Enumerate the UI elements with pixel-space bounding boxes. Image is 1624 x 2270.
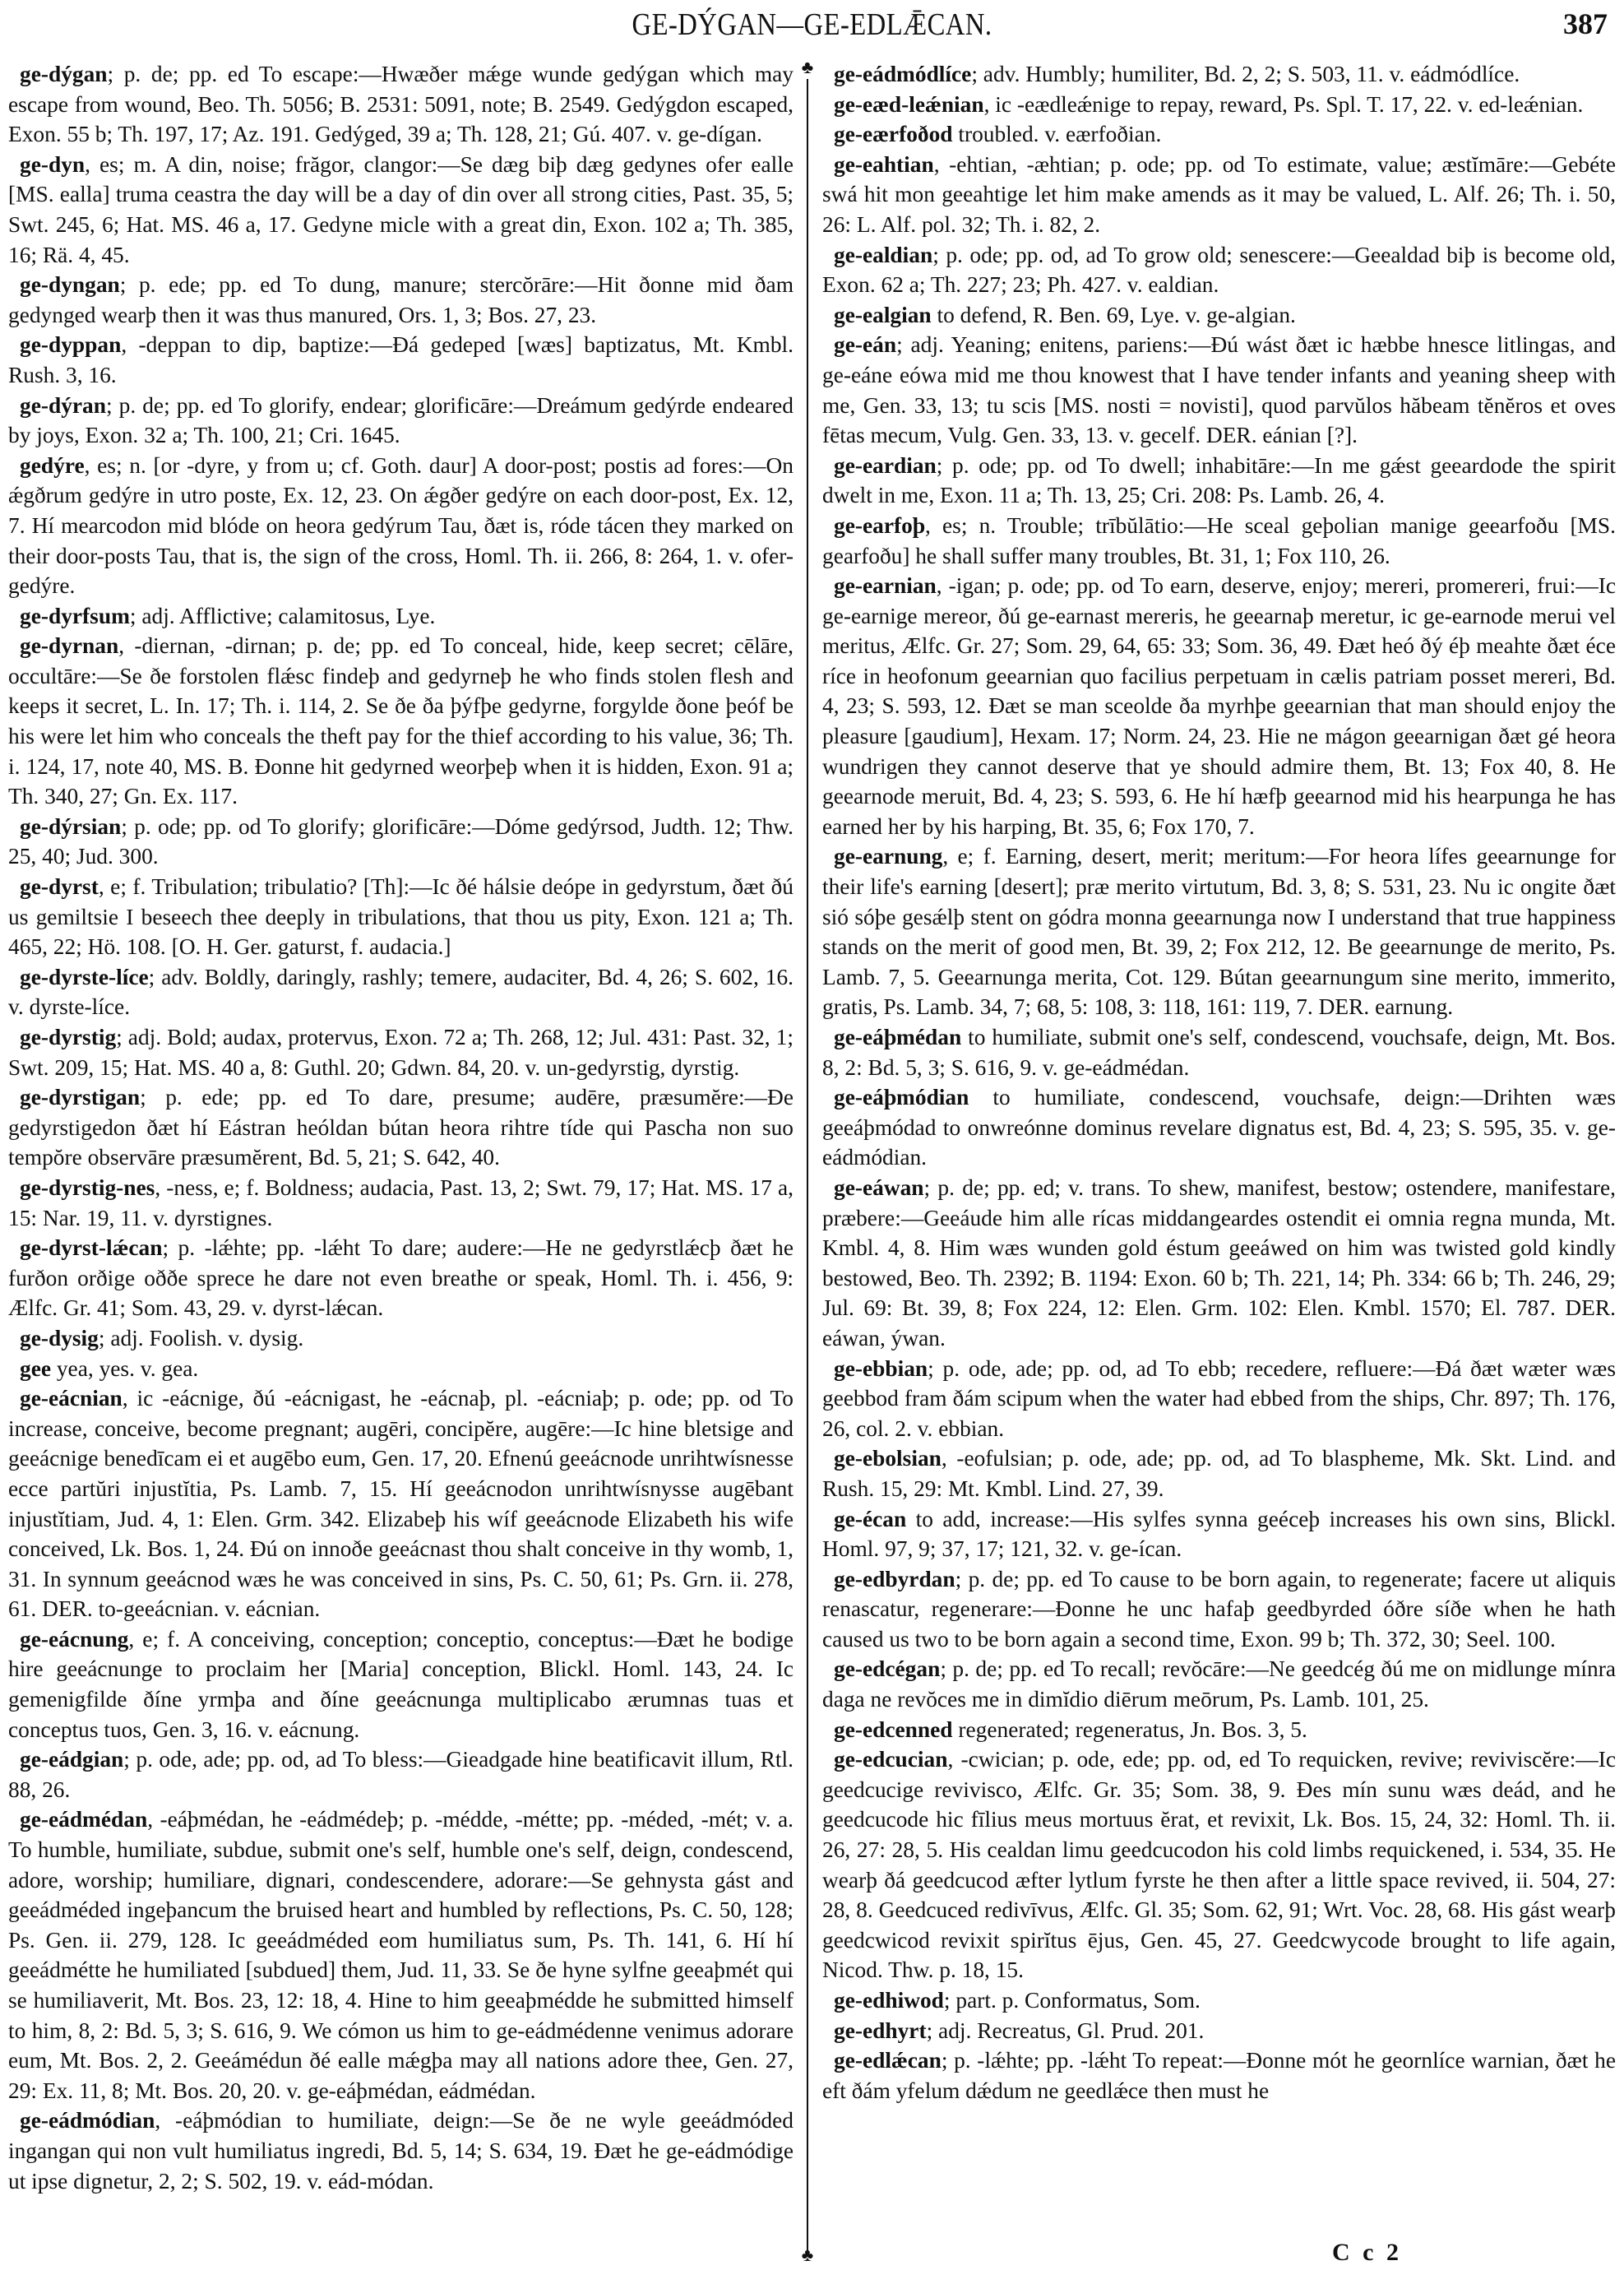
dictionary-entry bbox=[822, 451, 1616, 511]
entry-headword: gedýre bbox=[20, 452, 85, 478]
entry-definition: ; p. ede; pp. ed To dare, presume; audēre, præsumĕre:—Ðe gedyrstigedon ðæt hí Eástran heóldan bútan heora rihtre tíde qui Pascha non suo tempŏre observāre præsumĕrent, Bd. 5, 21; S. 642, 40. bbox=[8, 1085, 793, 1170]
entry-definition: ; p. ode; pp. od, ad To grow old; senescere:—Geealdad biþ is become old, Exon. 62 a; Th. 227; 23; Ph. 427. v. ealdian. bbox=[822, 242, 1616, 298]
entry-definition: , -igan; p. ode; pp. od To earn, deserve, enjoy; mereri, promereri, frui:—Ic ge-earnige mereor, ðú ge-earnast mereris, he geearnaþ meretur, ic ge-earnode merui vel meritus, Ælfc. Gr. 27; Som. 29, 64, 65: 33; Som. 36, 49. Ðæt heó ðý éþ meahte ðæt éce ríce in heofonum geearnian quo facilius perpetuam in cælis patriam posset mereri, Bd. 4, 23; S. 593, 12. Ðæt se man sceolde ða myrhþe geearnian that man should enjoy the pleasure [gaudium], Hexam. 17; Norm. 24, 23. Hie ne mágon geearnigan ðæt gé heora wundrigen they cannot deserve that ye should admire them, Bt. 13; Fox 40, 8. He geearnode meruit, Bd. 4, 23; S. 593, 6. He hí hæfþ geearnod mid his hearpunga he has earned her by his harping, Bt. 35, 6; Fox 170, 7. bbox=[822, 573, 1616, 839]
entry-headword: ge-edbyrdan bbox=[834, 1566, 955, 1591]
dictionary-entry bbox=[8, 1804, 793, 2106]
entry-headword: ge-ealdian bbox=[834, 242, 933, 267]
entry-headword: ge-earnian bbox=[834, 573, 937, 599]
entry-definition: , e; f. Earning, desert, merit; meritum:—For heora lífes geearnunge for their life's earning [desert]; præ merito virtutum, Bd. 3, 8; S. 531, 23. Nu ic ongite ðæt sió sóþe gesǽlþ stent on gódra monna geearnunga now I understand that true happiness stands on the merit of good men, Bt. 39, 2; Fox 212, 12. Be geearnunge de merito, Ps. Lamb. 7, 5. Geearnunga merita, Cot. 129. Bútan geearnungum sine merito, immerito, gratis, Ps. Lamb. 34, 7; 68, 5: 108, 3: 118, 161: 119, 7. DER. earnung. bbox=[822, 844, 1616, 1020]
entry-definition: ; p. de; pp. ed To escape:—Hwæðer mǽge wunde gedýgan which may escape from wound, Beo. Th. 5056; B. 2531: 5091, note; B. 2549. Gedýgdon escaped, Exon. 55 b; Th. 197, 17; Az. 191. Gedýged, 39 a; Th. 128, 21; Gú. 407. v. ge-dígan. bbox=[8, 62, 793, 147]
ornament-bottom-icon: ♣ bbox=[801, 2245, 814, 2265]
entry-headword: ge-dýgan bbox=[20, 62, 108, 86]
entry-definition: ; adj. Foolish. v. dysig. bbox=[98, 1325, 304, 1350]
entry-definition: ; p. ode, ade; pp. od, ad To bless:—Gieadgade hine beatificavit illum, Rtl. 88, 26. bbox=[8, 1747, 793, 1802]
entry-headword: ge-eardian bbox=[834, 452, 937, 478]
entry-definition: to humiliate, submit one's self, condescend, vouchsafe, deign, Mt. Bos. 8, 2: Bd. 5, 3; S. 616, 9. v. ge-eádmédan. bbox=[822, 1025, 1616, 1080]
entry-headword: ge-eácnung bbox=[20, 1626, 129, 1652]
dictionary-entry bbox=[8, 59, 793, 150]
entry-headword: ge-eádmódian bbox=[20, 2108, 155, 2133]
dictionary-entry bbox=[822, 1504, 1616, 1564]
entry-headword: ge-earnung bbox=[834, 844, 943, 869]
entry-definition: , -ness, e; f. Boldness; audacia, Past. 13, 2; Swt. 79, 17; Hat. MS. 17 a, 15: Nar. 19, 11. v. dyrstignes. bbox=[8, 1174, 793, 1230]
dictionary-entry bbox=[8, 391, 793, 451]
dictionary-entry bbox=[822, 1985, 1616, 2016]
entry-definition: ; adv. Humbly; humiliter, Bd. 2, 2; S. 503, 11. v. eádmódlíce. bbox=[971, 62, 1520, 86]
entry-definition: ; adv. Boldly, daringly, rashly; temere, audaciter, Bd. 4, 26; S. 602, 16. v. dyrste-líce. bbox=[8, 964, 793, 1020]
dictionary-entry bbox=[8, 1354, 793, 1384]
dictionary-entry bbox=[8, 601, 793, 632]
entry-definition: ; p. de; pp. ed; v. trans. To shew, manifest, bestow; ostendere, manifestare, præbere:—Geeáude him alle rícas middangeardes ostendit ei omnia regna munda, Mt. Kmbl. 4, 8. Him wæs wunden gold éstum geeáwed on him was twisted gold kindly bestowed, Beo. Th. 2392; B. 1194: Exon. 60 b; Th. 221, 14; Ph. 334: 66 b; Th. 246, 29; Jul. 69: Bt. 39, 8; Fox 224, 12: Elen. Grm. 102: Elen. Kmbl. 1570; El. 787. DER. eáwan, ýwan. bbox=[822, 1174, 1616, 1350]
entry-headword: ge-dyppan bbox=[20, 332, 122, 358]
entry-headword: ge-eahtian bbox=[834, 151, 934, 177]
entry-headword: ge-dyrfsum bbox=[20, 603, 130, 628]
dictionary-entry bbox=[822, 1022, 1616, 1082]
entry-headword: ge-eáþmódian bbox=[834, 1085, 969, 1110]
entry-headword: ge-edcenned bbox=[834, 1716, 953, 1742]
dictionary-entry bbox=[8, 330, 793, 390]
entry-headword: ge-dyrst-lǽcan bbox=[20, 1235, 163, 1261]
running-head: GE-DÝGAN—GE-EDLǢCAN. bbox=[632, 7, 992, 42]
dictionary-entry bbox=[822, 150, 1616, 240]
entry-definition: ; adj. Yeaning; enitens, pariens:—Ðú wást ðæt ic hæbbe hnesce litlingas, and ge-eáne eówa mid me thou knowest that I have tender infants and yeaning sheep with me, Gen. 33, 13; tu scis [MS. nosti = novisti], quod parvŭlos hăbeam tĕnĕros et oves fētas mecum, Vulg. Gen. 33, 13. v. gecelf. DER. eánian [?]. bbox=[822, 332, 1616, 448]
dictionary-entry bbox=[822, 841, 1616, 1022]
entry-headword: gee bbox=[20, 1355, 52, 1381]
dictionary-entry bbox=[8, 150, 793, 270]
entry-definition: , es; m. A din, noise; frăgor, clangor:—Se dæg biþ dæg gedynes ofer ealle [MS. ealla] truma ceastra the day will be a day of din over all strong cities, Past. 35, 5; Swt. 245, 6; Hat. MS. 46 a, 17. Gedyne micle with a great din, Exon. 102 a; Th. 385, 16; Rä. 4, 45. bbox=[8, 151, 793, 267]
entry-headword: ge-dyrstigan bbox=[20, 1085, 141, 1110]
entry-definition: , ic -eædleǽnige to repay, reward, Ps. Spl. T. 17, 22. v. ed-leǽnian. bbox=[983, 91, 1584, 117]
entry-definition: , -eáþmódian to humiliate, deign:—Se ðe ne wyle geeádmóded ingangan qui non vult humiliatus ingredi, Bd. 5, 14; S. 634, 19. Ðæt he ge-eádmódige ut ipse dignetur, 2, 2; S. 502, 19. v. eád-módan. bbox=[8, 2108, 793, 2194]
entry-headword: ge-eæd-leǽnian bbox=[834, 91, 984, 117]
entry-definition: ; adj. Bold; audax, protervus, Exon. 72 a; Th. 268, 12; Jul. 431: Past. 32, 1; Swt. 209, 15; Hat. MS. 40 a, 8: Guthl. 20; Gdwn. 84, 20. v. un-gedyrstig, dyrstig. bbox=[8, 1025, 793, 1080]
dictionary-entry bbox=[822, 1715, 1616, 1745]
entry-definition: , es; n. [or -dyre, y from u; cf. Goth. daur] A door-post; postis ad fores:—On ǽgðrum gedýre in utro poste, Ex. 12, 23. On ǽgðer gedýre on each door-post, Ex. 12, 7. Hí mearcodon mid blóde on heora gedýrum Tau, ðæt is, róde tácen they marked on their door-posts Tau, that is, the sign of the cross, Homl. Th. ii. 266, 8: 264, 1. v. ofer-gedýre. bbox=[8, 452, 793, 599]
entry-definition: , e; f. Tribulation; tribulatio? [Th]:—Ic ðé hálsie deópe in gedyrstum, ðæt ðú us gemiltsie I beseech thee deeply in tribulations, that thou us pity, Exon. 121 a; Th. 465, 22; Hö. 108. [O. H. Ger. gaturst, f. audacia.] bbox=[8, 874, 793, 960]
dictionary-entry bbox=[822, 300, 1616, 331]
entry-headword: ge-edlǽcan bbox=[834, 2048, 942, 2073]
dictionary-entry bbox=[8, 1383, 793, 1624]
entry-definition: to humiliate, condescend, vouchsafe, deign:—Drihten wæs geeáþmódad to onwreónne dominus revelare dignatus est, Bd. 4, 23; S. 595, 35. v. ge-eádmódian. bbox=[822, 1085, 1616, 1170]
entry-definition: ; p. de; pp. ed To cause to be born again, to regenerate; facere ut aliquis renascatur, regenerare:—Ðonne he unc hafaþ geedbyrded óðre síðe when he hath caused us two to be born again a second time, Exon. 99 b; Th. 372, 30; Seel. 100. bbox=[822, 1566, 1616, 1652]
dictionary-entry bbox=[822, 59, 1616, 90]
dictionary-entry bbox=[8, 270, 793, 330]
entry-headword: ge-eádmédan bbox=[20, 1807, 148, 1832]
entry-headword: ge-dýrsian bbox=[20, 813, 122, 839]
entry-headword: ge-edhyrt bbox=[834, 2018, 927, 2043]
left-column bbox=[8, 59, 793, 2196]
dictionary-entry bbox=[822, 119, 1616, 150]
dictionary-entry bbox=[822, 330, 1616, 450]
dictionary-entry bbox=[8, 1082, 793, 1173]
entry-definition: to defend, R. Ben. 69, Lye. v. ge-algian. bbox=[931, 302, 1296, 327]
page-header bbox=[0, 0, 1624, 49]
column-divider bbox=[807, 79, 808, 2250]
dictionary-entry bbox=[8, 812, 793, 872]
entry-headword: ge-dyrste-líce bbox=[20, 964, 149, 989]
entry-headword: ge-earfoþ bbox=[834, 512, 926, 538]
dictionary-entry bbox=[822, 1564, 1616, 1655]
entry-headword: ge-ealgian bbox=[834, 302, 932, 327]
entry-definition: ; p. ode; pp. od To glorify; glorificāre:—Dóme gedýrsod, Judth. 12; Thw. 25, 40; Jud. 300. bbox=[8, 813, 793, 869]
entry-headword: ge-dyn bbox=[20, 151, 86, 177]
dictionary-entry bbox=[8, 1173, 793, 1233]
entry-headword: ge-edhiwod bbox=[834, 1988, 944, 2013]
entry-definition: ; p. de; pp. ed To glorify, endear; glorificāre:—Dreámum gedýrde endeared by joys, Exon. 32 a; Th. 100, 21; Cri. 1645. bbox=[8, 392, 793, 448]
entry-definition: ; part. p. Conformatus, Som. bbox=[943, 1988, 1201, 2013]
dictionary-entry bbox=[822, 571, 1616, 841]
entry-definition: , ic -eácnige, ðú -eácnigast, he -eácnaþ, pl. -eácniaþ; p. ode; pp. od To increase, conceive, become pregnant; augēri, concipĕre, augēre:—Ic hine bletsige and geeácnige benedīcam ei et augēbo eum, Gen. 17, 20. Efnenú geeácnode unrihtwísnesse ecce partŭri injustĭtia, Ps. Lamb. 7, 15. Hí geeácnodon unrihtwísnysse augēbant injustĭtiam, Jud. 4, 1: Elen. Grm. 342. Elizabeþ his wíf geeácnode Elizabeth his wife conceived, Lk. Bos. 1, 24. Ðú on innoðe geeácnast thou shalt conceive in thy womb, 1, 31. In synnum geeácnod wæs he was conceived in sins, Ps. C. 50, 61; Ps. Grn. ii. 278, 61. DER. to-geeácnian. v. eácnian. bbox=[8, 1386, 793, 1622]
entry-definition: ; p. -lǽhte; pp. -lǽht To repeat:—Ðonne mót he geornlíce warnian, ðæt he eft ðám yfelum dǽdum ne geedlǽce then must he bbox=[822, 2048, 1616, 2103]
entry-headword: ge-eán bbox=[834, 332, 897, 358]
entry-headword: ge-dyrstig-nes bbox=[20, 1174, 155, 1200]
entry-headword: ge-dysig bbox=[20, 1325, 99, 1350]
entry-definition: , -eofulsian; p. ode, ade; pp. od, ad To blaspheme, Mk. Skt. Lind. and Rush. 15, 29: Mt. Kmbl. Lind. 27, 39. bbox=[822, 1446, 1616, 1501]
entry-definition: ; p. ede; pp. ed To dung, manure; stercŏrāre:—Hit ðonne mid ðam gedynged wearþ then it was thus manured, Ors. 1, 3; Bos. 27, 23. bbox=[8, 272, 793, 327]
entry-definition: regenerated; regeneratus, Jn. Bos. 3, 5. bbox=[952, 1716, 1307, 1742]
entry-definition: troubled. v. eærfoðian. bbox=[952, 122, 1162, 147]
entry-headword: ge-ebbian bbox=[834, 1355, 928, 1381]
dictionary-entry bbox=[822, 1744, 1616, 1985]
entry-definition: , -eáþmédan, he -eádmédeþ; p. -médde, -métte; pp. -méded, -mét; v. a. To humble, humiliate, subdue, submit one's self, humble one's self, deign, condescend, adore, worship; humiliare, dignari, condescendere, adorare:—Se gehnysta gást and geeádméded ingeþancum the bruised heart and humbled by reflections, Ps. C. 50, 128; Ps. Gen. ii. 279, 128. Ic geeádméded eom humiliatus sum, Ps. Th. 141, 6. Hí hí geeádmétte he humiliated [subdued] them, Jud. 11, 33. Se ðe hyne sylfne geeaþmét qui se humiliaverit, Mt. Bos. 23, 12: 18, 4. Hine to him geeaþmédde he submitted himself to him, 8, 2: Bd. 5, 3; S. 616, 9. We cómon us him to ge-eádmédenne venimus adorare eum, Mt. Bos. 2, 2. Geeámédun ðé ealle mǽgþa may all nations adore thee, Gen. 27, 29: Ex. 11, 8; Mt. Bos. 20, 20. v. ge-eáþmédan, eádmédan. bbox=[8, 1807, 793, 2103]
dictionary-entry bbox=[8, 2106, 793, 2196]
entry-definition: ; p. ode; pp. od To dwell; inhabitāre:—In me gǽst geeardode the spirit dwelt in me, Exon. 11 a; Th. 13, 25; Cri. 208: Ps. Lamb. 26, 4. bbox=[822, 452, 1616, 508]
entry-definition: , -diernan, -dirnan; p. de; pp. ed To conceal, hide, keep secret; cēlāre, occultāre:—Se ðe forstolen flǽsc findeþ and gedyrneþ he who finds stolen flesh and keeps it secret, L. In. 17; Th. i. 114, 2. Se ðe ða þýfþe gedyrne, forgylde ðone þeóf be his were let him who conceals the theft pay for the thief according to his value, 36; Th. i. 124, 17, note 40, MS. B. Ðonne hit gedyrned weorþeþ when it is hidden, Exon. 91 a; Th. 340, 27; Gn. Ex. 117. bbox=[8, 633, 793, 809]
dictionary-entry bbox=[822, 511, 1616, 571]
dictionary-entry bbox=[822, 90, 1616, 120]
entry-headword: ge-dyrstig bbox=[20, 1025, 117, 1049]
dictionary-entry bbox=[8, 872, 793, 962]
signature-mark: C c 2 bbox=[1332, 2239, 1402, 2266]
dictionary-entry bbox=[8, 1624, 793, 1744]
right-column bbox=[822, 59, 1616, 2106]
dictionary-entry bbox=[8, 962, 793, 1022]
dictionary-entry bbox=[822, 1173, 1616, 1354]
entry-definition: ; p. de; pp. ed To recall; revŏcāre:—Ne geedcég ðú me on midlunge mínra daga ne revŏces me in dimĭdio diērum meōrum, Ps. Lamb. 101, 25. bbox=[822, 1656, 1616, 1712]
dictionary-entry bbox=[822, 1654, 1616, 1714]
entry-headword: ge-dyrst bbox=[20, 874, 99, 900]
dictionary-entry bbox=[8, 451, 793, 601]
dictionary-entry bbox=[8, 1022, 793, 1082]
entry-definition: ; adj. Afflictive; calamitosus, Lye. bbox=[129, 603, 436, 628]
page-number: 387 bbox=[1563, 7, 1608, 40]
dictionary-entry bbox=[822, 1354, 1616, 1444]
entry-definition: , e; f. A conceiving, conception; conceptio, conceptus:—Ðæt he bodige hire geeácnunge to proclaim her [Maria] conception, Blickl. Homl. 143, 24. Ic gemenigfilde ðíne yrmþa and ðíne geeácnunga multiplicabo ærumnas tuas et conceptus tuos, Gen. 3, 16. v. eácnung. bbox=[8, 1626, 793, 1742]
entry-headword: ge-écan bbox=[834, 1506, 907, 1531]
entry-headword: ge-eádmódlíce bbox=[834, 62, 972, 86]
ornament-top-icon: ♣ bbox=[801, 57, 814, 77]
entry-headword: ge-eácnian bbox=[20, 1386, 123, 1411]
entry-definition: , -cwician; p. ode, ede; pp. od, ed To requicken, revive; reviviscĕre:—Ic geedcucige revivisco, Ælfc. Gr. 35; Som. 38, 9. Ðes mín sunu wæs deád, and he geedcucode hic fīlius meus mortuus ĕrat, et revixit, Lk. Bos. 15, 24, 32: Homl. Th. ii. 26, 27: 28, 5. His cealdan limu geedcucodon his cold limbs requickened, i. 534, 35. He wearþ ðá geedcucod æfter lytlum fyrste he then after a little space revived, ii. 504, 27: 28, 8. Geedcuced redivīvus, Ælfc. Gl. 35; Som. 62, 91; Wrt. Voc. 28, 68. His gást wearþ geedcwicod revixit spirĭtus ējus, Gen. 45, 27. Geedcwycode brought to life again, Nicod. Thw. p. 18, 15. bbox=[822, 1747, 1616, 1983]
entry-headword: ge-dýran bbox=[20, 392, 106, 418]
dictionary-entry bbox=[8, 1233, 793, 1323]
entry-definition: ; p. ode, ade; pp. od, ad To ebb; recedere, refluere:—Ðá ðæt wæter wæs geebbod fram ðám scipum when the water had ebbed from the ships, Chr. 897; Th. 176, 26, col. 2. v. ebbian. bbox=[822, 1355, 1616, 1441]
dictionary-entry bbox=[822, 1443, 1616, 1503]
entry-headword: ge-dyngan bbox=[20, 272, 120, 298]
entry-definition: , es; n. Trouble; trībŭlātio:—He sceal geþolian manige geearfoðu [MS. gearfoðu] he shall suffer many troubles, Bt. 31, 1; Fox 110, 26. bbox=[822, 512, 1616, 568]
entry-headword: ge-dyrnan bbox=[20, 633, 119, 659]
dictionary-entry bbox=[8, 1323, 793, 1354]
entry-definition: ; adj. Recreatus, Gl. Prud. 201. bbox=[926, 2018, 1205, 2043]
entry-headword: ge-edcégan bbox=[834, 1656, 941, 1682]
dictionary-entry bbox=[822, 1082, 1616, 1173]
dictionary-entry bbox=[822, 2045, 1616, 2106]
entry-definition: , -deppan to dip, baptize:—Ðá gedeped [wæs] baptizatus, Mt. Kmbl. Rush. 3, 16. bbox=[8, 332, 793, 387]
entry-headword: ge-eáwan bbox=[834, 1174, 924, 1200]
entry-definition: yea, yes. v. gea. bbox=[51, 1355, 199, 1381]
entry-headword: ge-eádgian bbox=[20, 1747, 124, 1772]
entry-definition: to add, increase:—His sylfes synna geéceþ increases his own sins, Blickl. Homl. 97, 9; 37, 17; 121, 32. v. ge-ícan. bbox=[822, 1506, 1616, 1562]
entry-definition: ; p. -lǽhte; pp. -lǽht To dare; audere:—He ne gedyrstlǽcþ ðæt he furðon orðige oððe sprece he dare not even breathe or speak, Homl. Th. i. 456, 9: Ælfc. Gr. 41; Som. 43, 29. v. dyrst-lǽcan. bbox=[8, 1235, 793, 1321]
entry-headword: ge-eáþmédan bbox=[834, 1025, 962, 1049]
entry-headword: ge-eærfoðod bbox=[834, 122, 953, 147]
dictionary-entry bbox=[822, 240, 1616, 300]
dictionary-entry bbox=[822, 2016, 1616, 2046]
entry-headword: ge-edcucian bbox=[834, 1747, 948, 1772]
dictionary-entry bbox=[8, 1744, 793, 1804]
entry-definition: , -ehtian, -æhtian; p. ode; pp. od To estimate, value; æstĭmāre:—Gebéte swá hit mon geeahtige let him make amends as it may be valued, L. Alf. 26; Th. i. 50, 26: L. Alf. pol. 32; Th. i. 82, 2. bbox=[822, 151, 1616, 237]
entry-headword: ge-ebolsian bbox=[834, 1446, 942, 1471]
dictionary-entry bbox=[8, 631, 793, 812]
